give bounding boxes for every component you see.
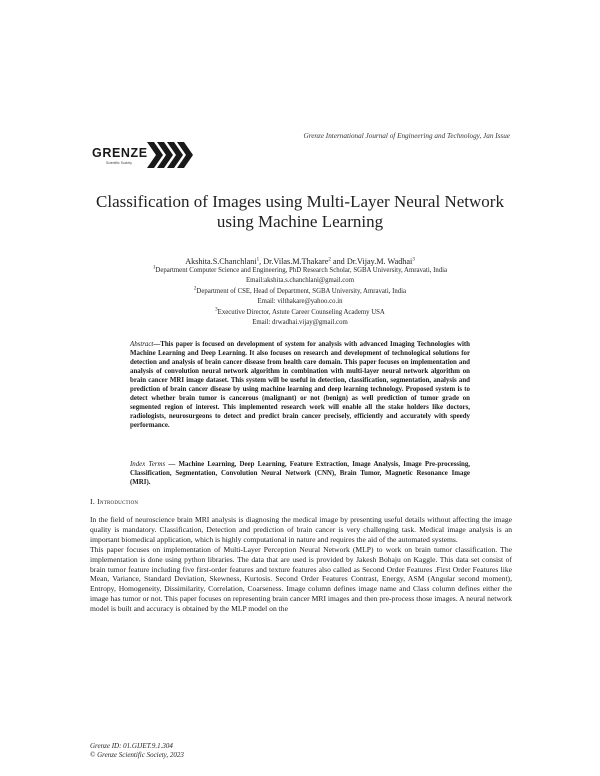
- body-text: [90, 515, 512, 614]
- index-terms: [130, 460, 470, 487]
- affiliation-line: $^2$Department of CSE, Head of Department, SGBA University, Amravati, India: [193, 286, 407, 295]
- section-number: I.: [90, 497, 98, 506]
- section-title: Introduction: [97, 497, 139, 506]
- affiliation-line: $^3$Executive Director, Astute Career Counseling Academy USA: [215, 307, 385, 316]
- paragraph: This paper focuses on implementation of Multi-Layer Perception Neural Network (MLP) to work on brain tumor classification. The implementation is done using python libraries. The data that are used is provided by Jakesh Bohaju on Kaggle. This data set consist of brain tumor feature including five first-order features and texture features also called as Second Order Features .First Order Features like Mean, Variance, Standard Deviation, Skewness, Kurtosis. Second Order Features Contrast, Energy, ASM (Angular second moment), Entropy, Homogeneity, Dissimilarity, Correlation, Coarseness. Image column defines image name and Class column defines either the image has tumor or not. This paper focuses on representing brain cancer MRI images and then pre-process those images. A neural network model is built and accuracy is obtained by the MLP model on the: [90, 544, 512, 614]
- grenze-logo: [92, 140, 192, 170]
- paragraph: In the field of neuroscience brain MRI analysis is diagnosing the medical image by presenting useful details without affecting the image quality is mandatory. Classification, Detection and prediction of brain cancer is very challenging task. Medical image analysis is an important biomedical application, which is highly computational in nature and requires the aid of the automated systems.: [90, 515, 512, 544]
- grenze-id: Grenze ID: 01.GIJET.9.1.304: [90, 742, 173, 750]
- author-separator: and: [330, 257, 347, 266]
- chevron-arrows-icon: [147, 142, 193, 168]
- abstract-text: —This paper is focused on development of system for analysis with advanced Imaging Technologies with Machine Learning and Deep Learning. It also focuses on research and development of technological solutions for detection and analysis of brain cancer disease from health care domain. This paper focuses on implementation and analysis of convolution neural network algorithm in combination with multi-layer neural network algorithm on brain cancer MRI image dataset. This system will be useful in detection, classification, segmentation, analysis and prediction of brain cancer disease by using machine learning and deep learning technology. Proposed system is to detect whether brain tumor is cancerous (malignant) or not (benign) as well prediction of tumor grade on segmented region of interest. This implemented research work will enable all the stake holders like doctors, radiologists, neurosurgeons to detect and predict brain cancer precisely, efficiently and accurately with speedy performance.: [130, 341, 470, 429]
- section-heading: [90, 497, 138, 506]
- affiliation-email: Email: drwadhai.vijay@gmail.com: [252, 319, 348, 327]
- author-superscript: 1: [256, 257, 260, 263]
- affiliation-email: Email:akshita.s.chanchlani@gmail.com: [246, 277, 354, 285]
- author-superscript: 3: [412, 257, 415, 263]
- affiliation-line: $^1$Department Computer Science and Engineering, PhD Research Scholar, SGBA University, Amravati, India: [152, 265, 448, 274]
- author-name: Akshita.S.Chanchlani: [185, 257, 257, 266]
- author-name: Dr.Vilas.M.Thakare: [263, 257, 329, 266]
- journal-name: Grenze International Journal of Engineering and Technology, Jan Issue: [303, 132, 510, 140]
- affiliation-email: Email: vilthakare@yahoo.co.in: [257, 298, 343, 306]
- logo-subtitle: Scientific Society: [106, 161, 132, 165]
- abstract-label: Abstract: [130, 341, 154, 348]
- page-footer: [90, 742, 184, 761]
- paper-title: Classification of Images using Multi-Layer Neural Network using Machine Learning: [96, 192, 504, 231]
- author-name: Dr.Vijay.M. Wadhai: [346, 257, 413, 266]
- author-superscript: 2: [328, 257, 331, 263]
- index-terms-text: — Machine Learning, Deep Learning, Feature Extraction, Image Analysis, Image Pre-processing, Classification, Segmentation, Convolution Neural Network (CNN), Brain Tumor, Magnetic Resonance Image (MRI).: [130, 461, 470, 486]
- copyright: © Grenze Scientific Society, 2023: [90, 751, 184, 760]
- index-terms-label: Index Terms: [130, 461, 166, 468]
- author-separator: ,: [259, 257, 264, 266]
- logo-wordmark: GRENZE: [92, 146, 148, 160]
- affiliations: [90, 266, 510, 328]
- abstract: [130, 340, 470, 430]
